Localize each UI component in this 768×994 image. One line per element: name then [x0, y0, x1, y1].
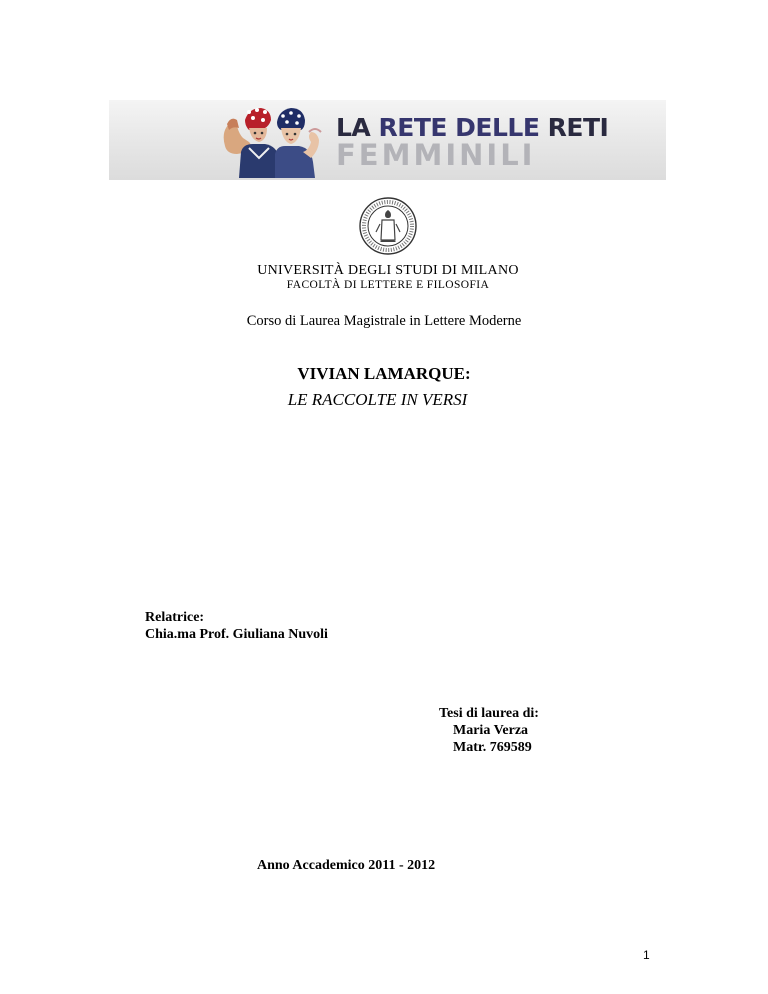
university-seal-icon [358, 196, 418, 256]
candidate-block [439, 705, 539, 756]
header-banner [109, 100, 666, 180]
banner-logo-suffix: RETI [547, 113, 609, 142]
candidate-name: Maria Verza [453, 723, 529, 738]
university-block [255, 196, 521, 292]
thesis-title: VIVIAN LAMARQUE: [297, 364, 471, 383]
thesis-subtitle: LE RACCOLTE IN VERSI [287, 390, 468, 409]
banner-logo-middle: RETE DELLE [370, 113, 548, 142]
banner-logo-prefix: LA [336, 113, 371, 142]
two-women-flexing-arm-icon [219, 102, 327, 178]
page-number: 1 [643, 948, 650, 962]
course-name: Corso di Laurea Magistrale in Lettere Moderne [246, 313, 522, 329]
candidate-label: Tesi di laurea di: [439, 706, 539, 721]
supervisor-name: Chia.ma Prof. Giuliana Nuvoli [145, 627, 328, 642]
candidate-matricola: Matr. 769589 [453, 740, 532, 755]
university-name: UNIVERSITÀ DEGLI STUDI DI MILANO [257, 263, 519, 278]
supervisor-label: Relatrice: [145, 610, 205, 625]
supervisor-block [145, 609, 328, 643]
banner-logo-line2: FEMMINILI [336, 138, 536, 172]
academic-year: Anno Accademico 2011 - 2012 [257, 858, 436, 873]
faculty-name: FACOLTÀ DI LETTERE E FILOSOFIA [286, 279, 490, 291]
